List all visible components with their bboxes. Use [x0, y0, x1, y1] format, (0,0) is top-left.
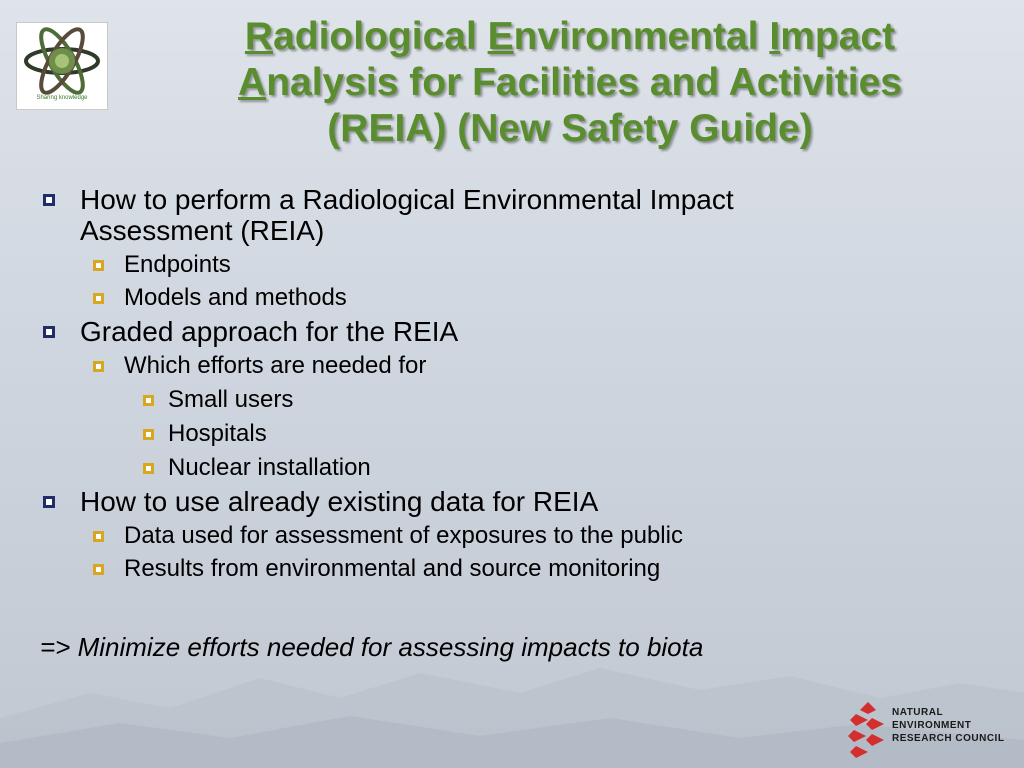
- title-initial-i: I: [769, 15, 781, 58]
- bullet-square-icon: [143, 429, 154, 440]
- title-initial-a: A: [238, 61, 267, 104]
- slide-title: [140, 14, 1000, 152]
- list-item: [36, 251, 996, 279]
- list-item-text: Endpoints: [124, 251, 231, 278]
- bullet-square-icon: [93, 260, 104, 271]
- list-item-text: How to use already existing data for REIA: [80, 486, 599, 517]
- list-item-text: Models and methods: [124, 284, 347, 311]
- list-item: [36, 284, 996, 312]
- title-line-2: [140, 60, 1000, 106]
- nerc-mark-icon: [846, 700, 890, 758]
- conclusion-text: => Minimize efforts needed for assessing impacts to biota: [40, 632, 704, 662]
- title-word-environmental: nvironmental: [513, 15, 770, 58]
- title-word-analysis: nalysis for Facilities and Activities: [266, 61, 902, 104]
- list-item: [36, 486, 996, 517]
- list-item: [36, 522, 996, 550]
- list-item: [36, 386, 996, 414]
- list-item-text: Which efforts are needed for: [124, 352, 427, 379]
- title-line-1: [140, 14, 1000, 60]
- nerc-line-2: ENVIRONMENT: [892, 720, 972, 731]
- list-item-text: Data used for assessment of exposures to the public: [124, 522, 683, 549]
- bullet-square-icon: [143, 463, 154, 474]
- bullet-square-icon: [93, 293, 104, 304]
- nerc-line-1: NATURAL: [892, 707, 944, 718]
- list-item-text: Nuclear installation: [168, 454, 371, 481]
- nerc-logo: [846, 700, 1016, 758]
- logo-tagline: Sharing knowledge: [36, 95, 88, 101]
- bullet-square-icon: [93, 564, 104, 575]
- bullet-square-icon: [43, 326, 55, 338]
- program-logo: [16, 22, 108, 110]
- bullet-square-icon: [43, 194, 55, 206]
- bullet-square-icon: [43, 496, 55, 508]
- list-item: [36, 316, 996, 347]
- list-item: [36, 352, 996, 380]
- title-word-radiological: adiological: [273, 15, 488, 58]
- list-item-text: Hospitals: [168, 420, 267, 447]
- list-item: [36, 555, 996, 583]
- bullet-square-icon: [143, 395, 154, 406]
- list-item: [36, 420, 996, 448]
- list-item-text: Small users: [168, 386, 294, 413]
- list-item-text: Graded approach for the REIA: [80, 316, 459, 347]
- list-item-text: Assessment (REIA): [80, 215, 325, 246]
- nerc-wordmark: [892, 706, 1004, 745]
- title-initial-r: R: [244, 15, 274, 58]
- bullet-list: [36, 184, 996, 583]
- bullet-square-icon: [93, 531, 104, 542]
- bullet-square-icon: [93, 361, 104, 372]
- title-initial-e: E: [487, 15, 514, 58]
- list-item: [36, 454, 996, 482]
- list-item-text: Results from environmental and source monitoring: [124, 555, 661, 582]
- title-line-3: (REIA) (New Safety Guide): [327, 107, 813, 150]
- list-item: [36, 184, 996, 246]
- title-word-impact: mpact: [780, 15, 896, 58]
- nerc-line-3: RESEARCH COUNCIL: [892, 733, 1005, 744]
- list-item-text: How to perform a Radiological Environmental Impact: [80, 184, 734, 215]
